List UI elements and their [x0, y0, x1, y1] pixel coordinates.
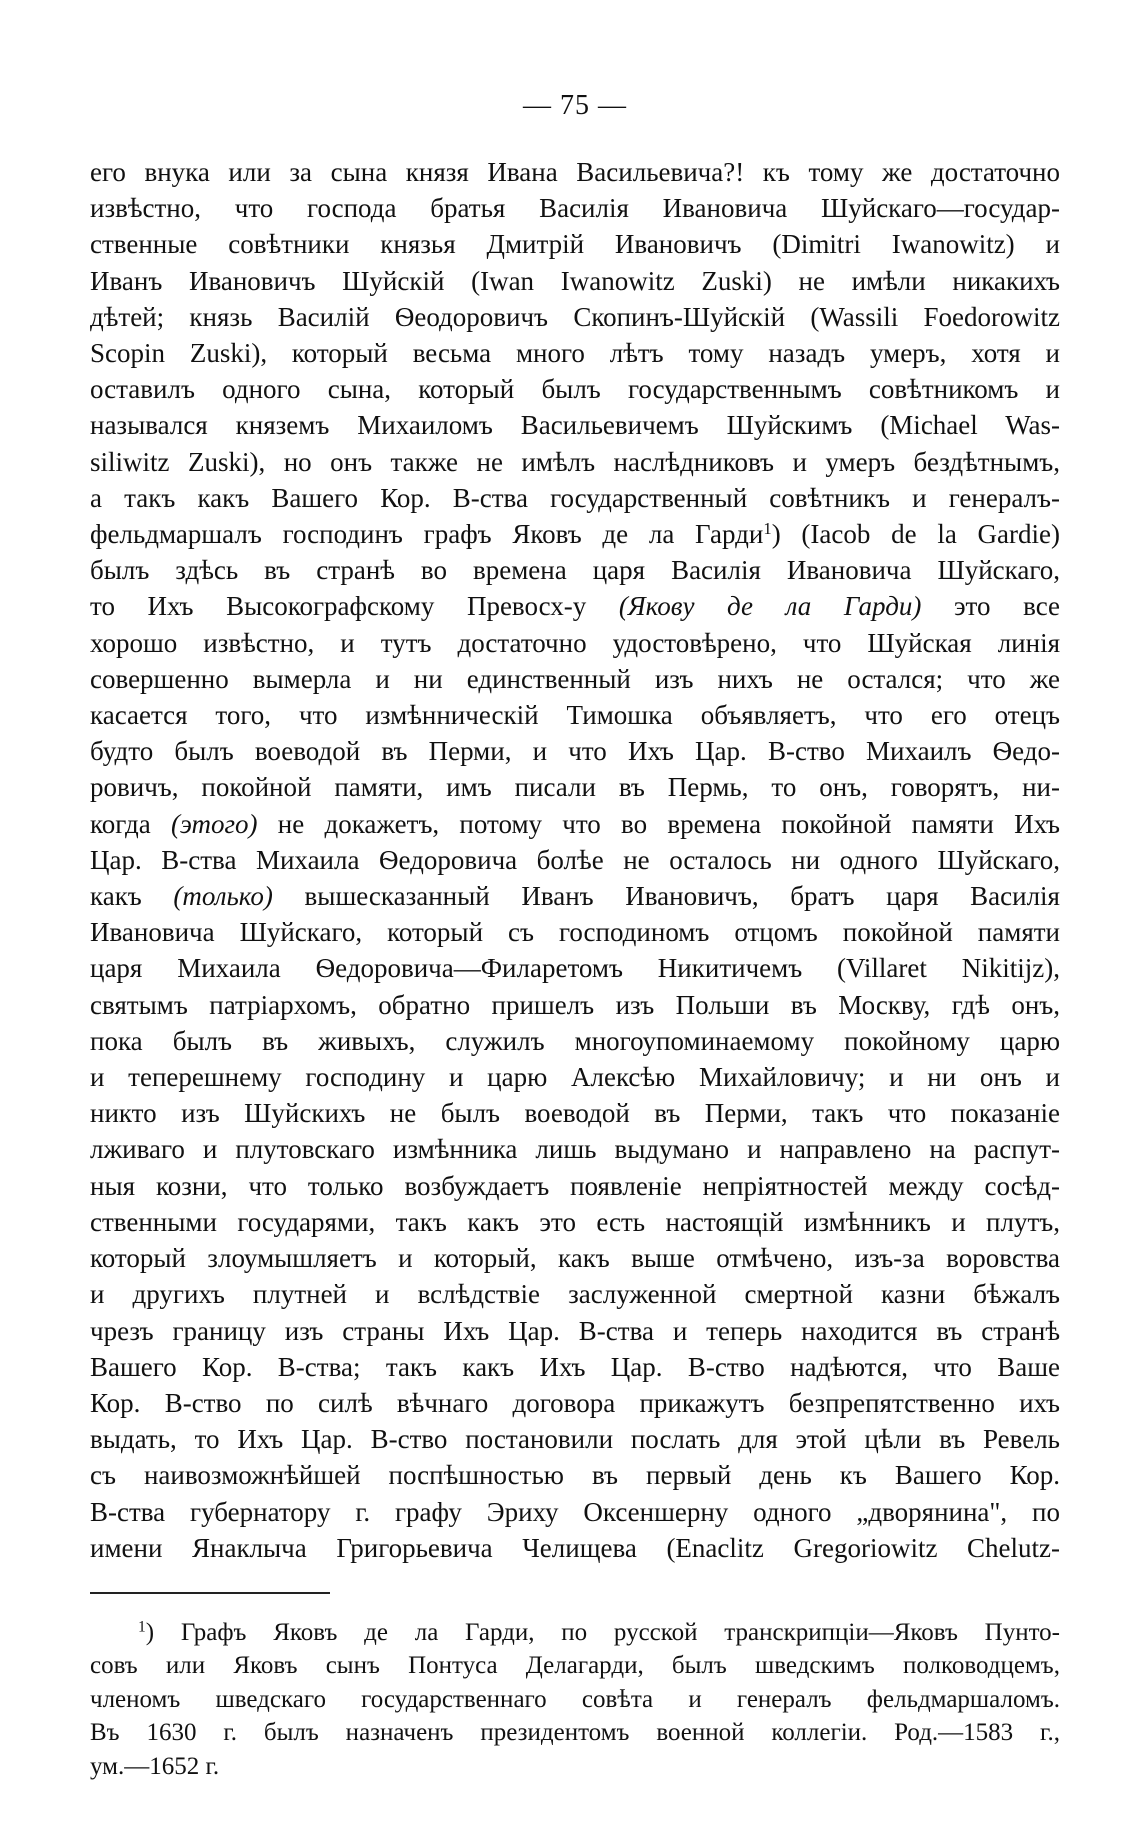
text-segment: какъ	[90, 881, 174, 912]
text-line: а такъ какъ Вашего Кор. В-ства государственный совѣтникъ и генералъ-	[90, 482, 1060, 513]
text-segment: это все	[921, 591, 1060, 622]
footnote-line	[90, 1616, 1060, 1650]
page-number: — 75 —	[523, 90, 627, 121]
text-line: и теперешнему господину и царю Алексѣю Михайловичу; и ни онъ и	[90, 1062, 1060, 1093]
text-line: ровичъ, покойной памяти, имъ писали въ Пермь, то онъ, говорятъ, ни-	[90, 772, 1060, 803]
text-line: чрезъ границу изъ страны Ихъ Цар. В-ства и теперь находится въ странѣ	[90, 1315, 1060, 1346]
footnote	[90, 1616, 1060, 1784]
editorial-insertion: (только)	[173, 881, 273, 912]
text-line: касается того, что измѣнническій Тимошка объявляетъ, что его отецъ	[90, 700, 1060, 731]
text-line: ныя козни, что только возбуждаетъ появленіе непріятностей между сосѣд-	[90, 1170, 1060, 1201]
text-line: хорошо извѣстно, и тутъ достаточно удостовѣрено, что Шуйская линія	[90, 627, 1060, 658]
text-line: имени Янаклыча Григорьевича Челищева (Enaclitz Gregoriowitz Chelutz-	[90, 1532, 1060, 1563]
text-line: пока былъ въ живыхъ, служилъ многоупоминаемому покойному царю	[90, 1025, 1060, 1056]
text-segment: фельдмаршалъ господинъ графъ Яковъ де ла Гарди	[90, 519, 764, 550]
text-line: царя Михаила Ѳедоровича—Филаретомъ Никитичемъ (Villaret Nikitijz),	[90, 953, 1060, 984]
text-line: былъ здѣсь въ странѣ во времена царя Василія Ивановича Шуйскаго,	[90, 555, 1060, 586]
editorial-insertion: (Якову де ла Гарди)	[618, 591, 922, 622]
text-line: ственными государями, такъ какъ это есть настоящій измѣнникъ и плутъ,	[90, 1206, 1060, 1237]
text-segment: не докажетъ, потому что во времена покойной памяти Ихъ	[257, 808, 1061, 839]
footnote-reference: 1	[763, 518, 772, 538]
footnote-line: членомъ шведскаго государственнаго совѣта и генералъ фельдмаршаломъ.	[90, 1685, 1060, 1713]
text-line	[90, 878, 1060, 914]
text-line: никто изъ Шуйскихъ не былъ воеводой въ Перми, такъ что показаніе	[90, 1098, 1060, 1129]
footnote-line: Въ 1630 г. былъ назначенъ президентомъ военной коллегіи. Род.—1583 г.,	[90, 1719, 1060, 1747]
text-line: В-ства губернатору г. графу Эриху Оксеншерну одного „дворянина", по	[90, 1496, 1060, 1527]
text-line: дѣтей; князь Василій Ѳеодоровичъ Скопинъ-Шуйскій (Wassili Foedorowitz	[90, 301, 1060, 332]
text-segment: то Ихъ Высокографскому Превосх-у	[90, 591, 619, 622]
text-line: лживаго и плутовскаго измѣнника лишь выдумано и направлено на распут-	[90, 1134, 1060, 1165]
text-line: Scopin Zuski), который весьма много лѣтъ тому назадъ умеръ, хотя и	[90, 338, 1060, 369]
editorial-insertion: (этого)	[170, 808, 258, 839]
text-line: ственные совѣтники князья Дмитрій Ивановичъ (Dimitri Iwanowitz) и	[90, 229, 1060, 260]
text-line: оставилъ одного сына, который былъ государственнымъ совѣтникомъ и	[90, 374, 1060, 405]
book-page	[90, 90, 1060, 1783]
main-text	[90, 154, 1060, 1566]
footnote-line: ум.—1652 г.	[90, 1752, 220, 1780]
text-segment: ) (Iacob de la Gardie)	[771, 519, 1060, 550]
text-line	[90, 806, 1060, 842]
text-line: siliwitz Zuski), но онъ также не имѣлъ наслѣдниковъ и умеръ бездѣтнымъ,	[90, 446, 1060, 477]
text-line	[90, 516, 1060, 552]
text-line: выдать, то Ихъ Цар. В-ство постановили послать для этой цѣли въ Ревель	[90, 1424, 1060, 1455]
text-line: будто былъ воеводой въ Перми, и что Ихъ Цар. В-ство Михаилъ Ѳедо-	[90, 736, 1060, 767]
text-line: Иванъ Ивановичъ Шуйскій (Iwan Iwanowitz Zuski) не имѣли никакихъ	[90, 265, 1060, 296]
text-line: который злоумышляетъ и который, какъ выше отмѣчено, изъ-за воровства	[90, 1243, 1060, 1274]
text-segment: вышесказанный Иванъ Ивановичъ, братъ царя Василія	[272, 881, 1060, 912]
text-line	[90, 588, 1060, 624]
footnote-divider	[90, 1592, 330, 1594]
text-line: Кор. В-ство по силѣ вѣчнаго договора прикажутъ безпрепятственно ихъ	[90, 1387, 1060, 1418]
text-line: Ивановича Шуйскаго, который съ господиномъ отцомъ покойной памяти	[90, 917, 1060, 948]
text-line: совершенно вымерла и ни единственный изъ нихъ не остался; что же	[90, 663, 1060, 694]
text-segment: ) Графъ Яковъ де ла Гарди, по русской транскрипціи—Яковъ Пунто-	[145, 1618, 1060, 1646]
text-line: и другихъ плутней и вслѣдствіе заслуженной смертной казни бѣжалъ	[90, 1279, 1060, 1310]
footnote-line: совъ или Яковъ сынъ Понтуса Делагарди, былъ шведскимъ полководцемъ,	[90, 1652, 1060, 1680]
text-line: съ наивозможнѣйшей поспѣшностью въ первый день къ Вашего Кор.	[90, 1460, 1060, 1491]
text-line: Вашего Кор. В-ства; такъ какъ Ихъ Цар. В-ство надѣются, что Ваше	[90, 1351, 1060, 1382]
text-line: назывался княземъ Михаиломъ Васильевичемъ Шуйскимъ (Michael Was-	[90, 410, 1060, 441]
text-line: его внука или за сына князя Ивана Васильевича?! къ тому же достаточно	[90, 157, 1060, 187]
footnote-marker: 1	[138, 1618, 146, 1636]
text-line: святымъ патріархомъ, обратно пришелъ изъ Польши въ Москву, гдѣ онъ,	[90, 989, 1060, 1020]
text-line: Цар. В-ства Михаила Ѳедоровича болѣе не осталось ни одного Шуйскаго,	[90, 844, 1060, 875]
text-segment: когда	[90, 808, 171, 839]
text-line: извѣстно, что господа братья Василія Ивановича Шуйскаго—государ-	[90, 193, 1060, 224]
